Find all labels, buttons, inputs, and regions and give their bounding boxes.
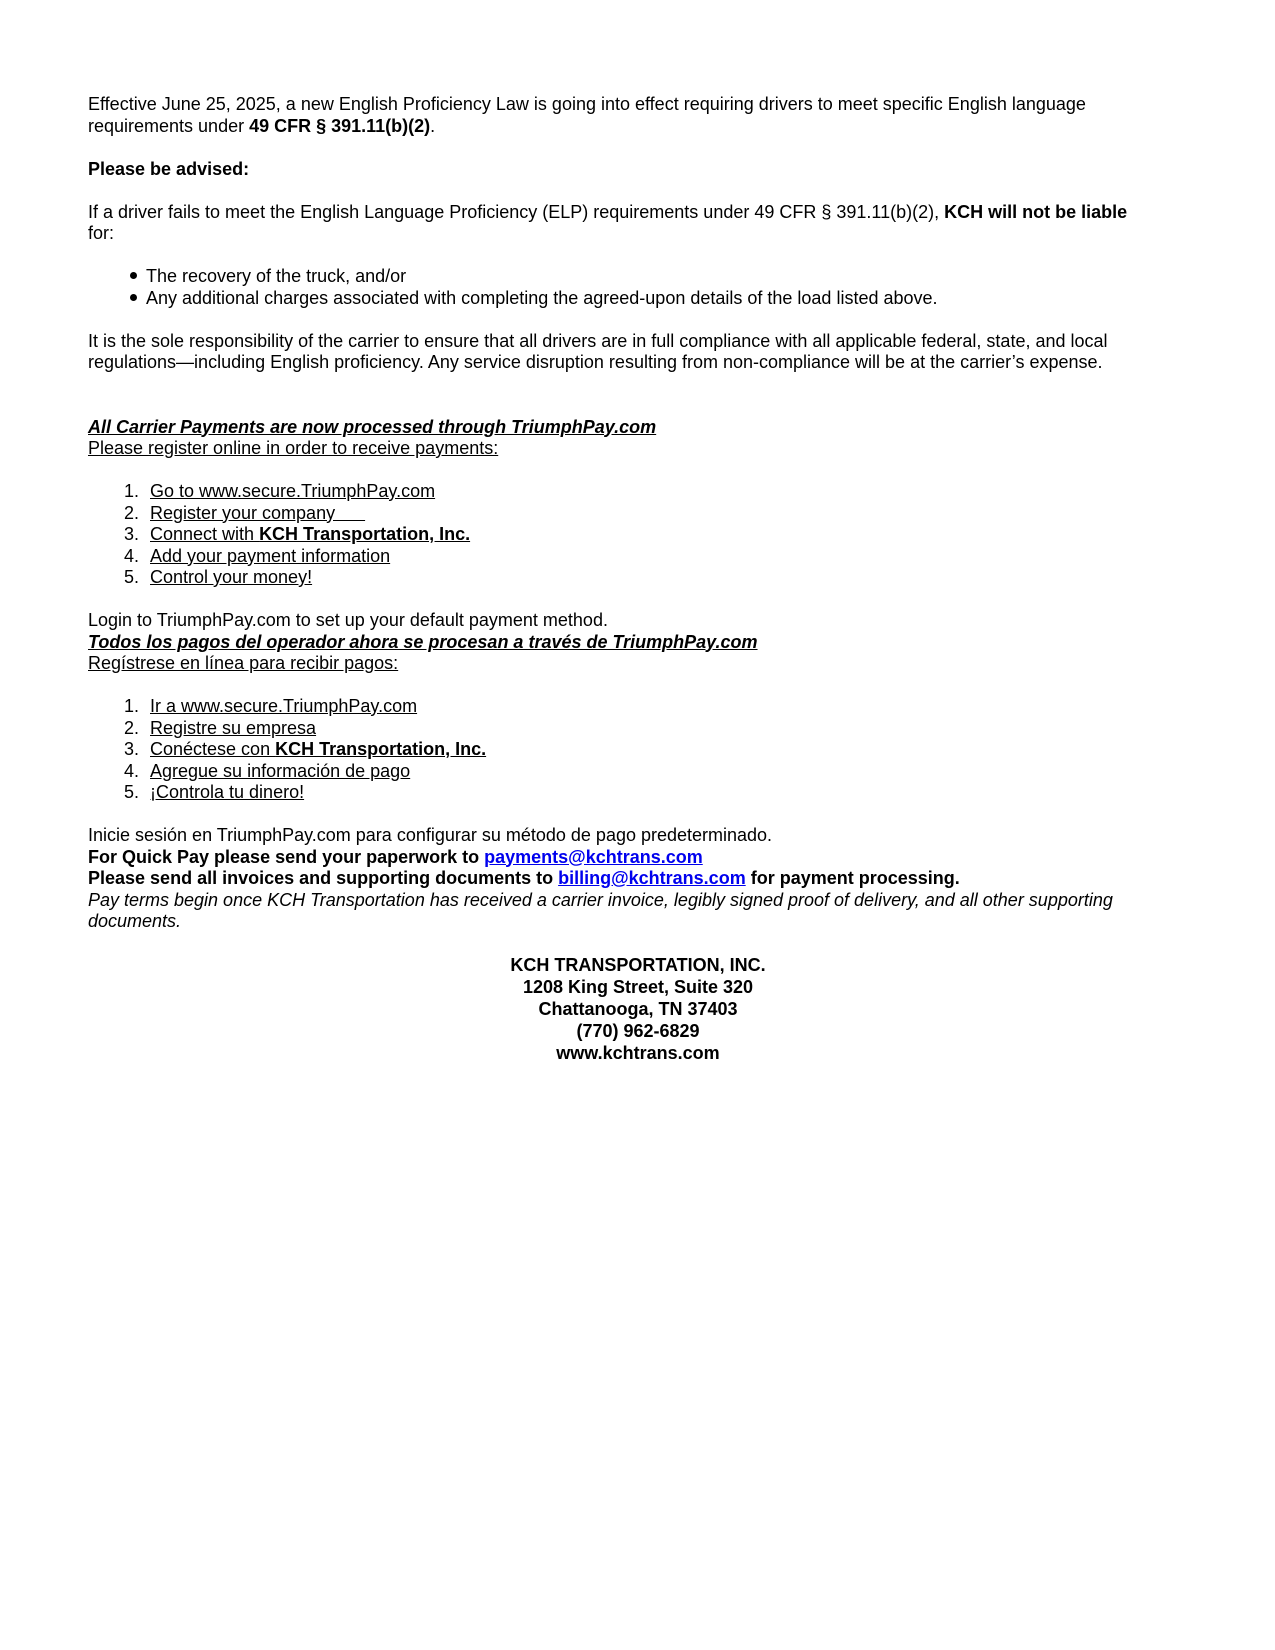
step-number: 5.	[124, 782, 140, 802]
responsibility-paragraph: It is the sole responsibility of the carrier to ensure that all drivers are in full compliance with all applicable federal, state, and local regulations—including English proficiency. Any service disruption resulting from non-compliance will be at the carrier’s expense.	[88, 330, 1108, 372]
step-item	[124, 503, 1188, 525]
elp-intro-paragraph	[88, 94, 1188, 137]
bullet-item	[130, 288, 1188, 310]
step-number: 2.	[124, 717, 140, 738]
billing-email-link[interactable]: billing@kchtrans.com	[558, 868, 746, 888]
step-number: 1.	[124, 696, 140, 716]
company-street: 1208 King Street, Suite 320	[522, 977, 754, 997]
bullet-text: Any additional charges associated with completing the agreed-upon details of the load listed above.	[146, 287, 938, 308]
payments-heading-es: Todos los pagos del operador ahora se procesan a través de TriumphPay.com	[88, 631, 758, 652]
company-address-block	[88, 954, 1188, 1064]
bullet-item	[130, 266, 1188, 288]
elp-for-text: for:	[88, 223, 115, 243]
bullet-icon	[130, 294, 137, 301]
step-text: Add your payment information	[150, 545, 391, 566]
login-instruction-en: Login to TriumphPay.com to set up your default payment method.	[88, 610, 608, 630]
elp-intro-period: .	[430, 115, 436, 136]
step-item	[124, 761, 1188, 783]
document-page	[88, 94, 1188, 1064]
step-text	[150, 524, 470, 546]
login-instruction-es: Inicie sesión en TriumphPay.com para configurar su método de pago predeterminado.	[88, 825, 773, 845]
company-name-bold: KCH Transportation, Inc.	[259, 524, 471, 544]
step-item	[124, 481, 1188, 503]
company-name-bold: KCH Transportation, Inc.	[275, 739, 487, 759]
company-name: KCH TRANSPORTATION, INC.	[510, 955, 766, 975]
step-text-plain: Connect with	[150, 524, 260, 544]
step-item	[124, 718, 1188, 740]
elp-intro-text: Effective June 25, 2025, a new English Proficiency Law is going into effect requiring drivers to meet specific English language requirements under	[88, 94, 1086, 136]
step-item	[124, 524, 1188, 546]
elp-not-liable-text: KCH will not be liable	[944, 201, 1128, 222]
please-be-advised-heading: Please be advised:	[88, 158, 250, 179]
step-number: 3.	[124, 524, 140, 544]
step-item	[124, 739, 1188, 761]
quickpay-label: For Quick Pay please send your paperwork to	[88, 846, 485, 867]
payment-steps-es	[88, 696, 1188, 804]
step-text: Ir a www.secure.TriumphPay.com	[150, 696, 418, 716]
step-number: 2.	[124, 502, 140, 523]
liability-bullet-list	[88, 266, 1188, 309]
billing-line	[88, 868, 1188, 890]
bullet-icon	[130, 272, 137, 279]
step-text: Control your money!	[150, 567, 313, 587]
step-text	[150, 739, 486, 761]
elp-fail-paragraph	[88, 202, 1188, 245]
company-website: www.kchtrans.com	[556, 1043, 720, 1063]
step-item	[124, 696, 1188, 718]
step-text: Register your company	[150, 502, 366, 523]
elp-cfr-reference: 49 CFR § 391.11(b)(2)	[249, 115, 431, 136]
step-number: 1.	[124, 481, 140, 501]
payments-subheading-en: Please register online in order to receive payments:	[88, 438, 499, 458]
company-city: Chattanooga, TN 37403	[538, 999, 738, 1019]
payments-email-link[interactable]: payments@kchtrans.com	[484, 846, 703, 867]
step-number: 3.	[124, 739, 140, 759]
payments-subheading-es: Regístrese en línea para recibir pagos:	[88, 653, 399, 673]
step-text: Agregue su información de pago	[150, 760, 411, 781]
bullet-text: The recovery of the truck, and/or	[146, 266, 407, 286]
step-item	[124, 782, 1188, 804]
billing-post-text: for payment processing.	[745, 868, 960, 888]
quickpay-line	[88, 847, 1188, 869]
step-number: 4.	[124, 760, 140, 781]
elp-fail-text: If a driver fails to meet the English Language Proficiency (ELP) requirements under 49 CFR § 391.11(b)(2),	[88, 201, 945, 222]
payment-steps-en	[88, 481, 1188, 589]
billing-label: Please send all invoices and supporting documents to	[88, 868, 559, 888]
step-text: ¡Controla tu dinero!	[150, 782, 305, 802]
step-item	[124, 567, 1188, 589]
step-number: 5.	[124, 567, 140, 587]
company-phone: (770) 962-6829	[576, 1021, 700, 1041]
step-number: 4.	[124, 545, 140, 566]
payments-heading-en: All Carrier Payments are now processed through TriumphPay.com	[88, 416, 657, 437]
pay-terms-paragraph: Pay terms begin once KCH Transportation has received a carrier invoice, legibly signed proof of delivery, and all other supporting documents.	[88, 889, 1113, 931]
step-item	[124, 546, 1188, 568]
step-text: Go to www.secure.TriumphPay.com	[150, 481, 436, 501]
step-text-plain: Conéctese con	[150, 739, 276, 759]
step-text: Registre su empresa	[150, 717, 317, 738]
